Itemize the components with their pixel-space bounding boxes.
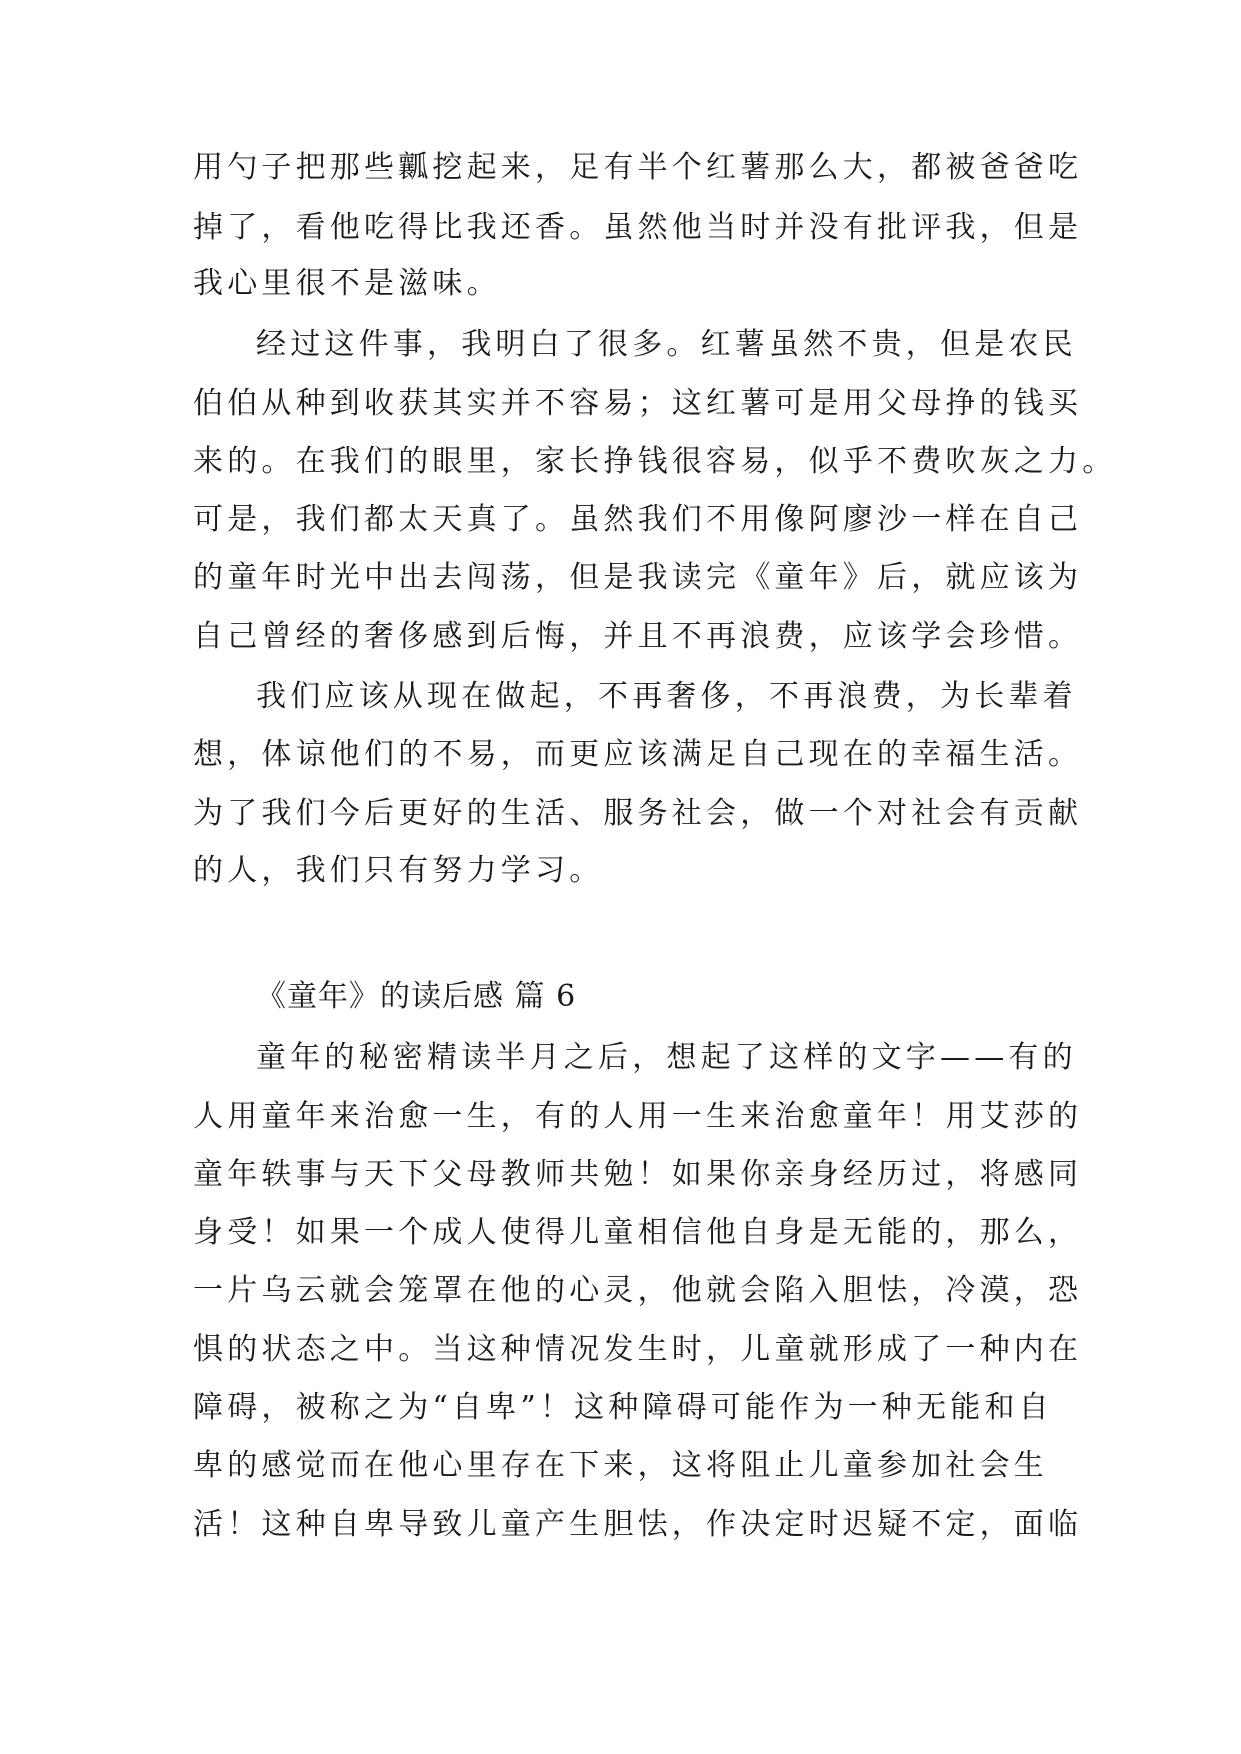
text-line: 为了我们今后更好的生活、服务社会，做一个对社会有贡献 <box>193 796 1083 831</box>
text-line: 我心里很不是滋味。 <box>193 266 501 301</box>
text-line: 童年的秘密精读半月之后，想起了这样的文字——有的 <box>256 1040 1077 1075</box>
text-line: 的人，我们只有努力学习。 <box>193 853 604 888</box>
text-line: 卑的感觉而在他心里存在下来，这将阻止儿童参加社会生 <box>193 1448 1048 1483</box>
text-line: 人用童年来治愈一生，有的人用一生来治愈童年！用艾莎的 <box>193 1099 1083 1134</box>
text-line: 身受！如果一个成人使得儿童相信他自身是无能的，那么， <box>193 1215 1083 1250</box>
text-line: 伯伯从种到收获其实并不容易；这红薯可是用父母挣的钱买 <box>193 386 1083 421</box>
section-heading: 《童年》的读后感 篇 6 <box>256 979 577 1014</box>
text-line: 障碍，被称之为“自卑”！这种障碍可能作为一种无能和自 <box>193 1390 1053 1425</box>
text-line: 活！这种自卑导致儿童产生胆怯，作决定时迟疑不定，面临 <box>193 1507 1083 1542</box>
text-line: 来的。在我们的眼里，家长挣钱很容易，似乎不费吹灰之力。 <box>193 444 1117 479</box>
text-line: 的童年时光中出去闯荡，但是我读完《童年》后，就应该为 <box>193 560 1083 595</box>
text-line: 掉了，看他吃得比我还香。虽然他当时并没有批评我，但是 <box>193 210 1083 245</box>
text-line: 自己曾经的奢侈感到后悔，并且不再浪费，应该学会珍惜。 <box>193 619 1083 654</box>
text-line: 一片乌云就会笼罩在他的心灵，他就会陷入胆怯，冷漠，恐 <box>193 1273 1083 1308</box>
text-line: 用勺子把那些瓤挖起来，足有半个红薯那么大，都被爸爸吃 <box>193 150 1083 185</box>
text-line: 童年轶事与天下父母教师共勉！如果你亲身经历过，将感同 <box>193 1157 1083 1192</box>
text-line: 我们应该从现在做起，不再奢侈，不再浪费，为长辈着 <box>256 679 1077 714</box>
text-line: 惧的状态之中。当这种情况发生时，儿童就形成了一种内在 <box>193 1332 1083 1367</box>
text-line: 经过这件事，我明白了很多。红薯虽然不贵，但是农民 <box>256 327 1077 362</box>
text-line: 想，体谅他们的不易，而更应该满足自己现在的幸福生活。 <box>193 737 1083 772</box>
text-line: 可是，我们都太天真了。虽然我们不用像阿廖沙一样在自己 <box>193 502 1083 537</box>
